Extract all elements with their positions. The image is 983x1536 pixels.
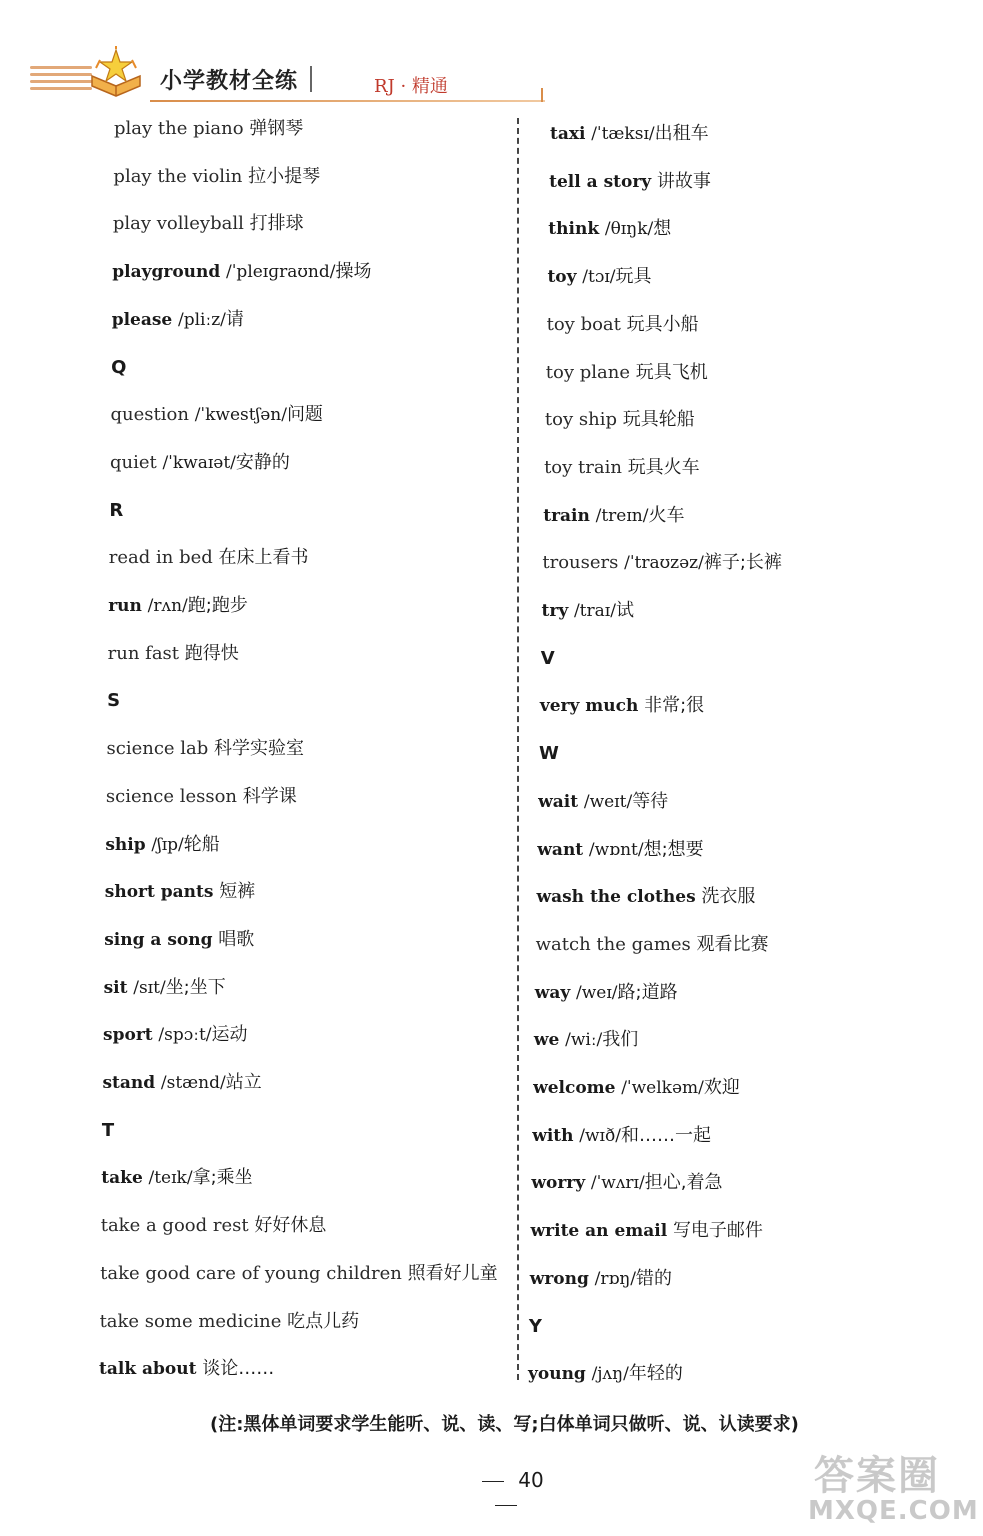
vocab-entry	[111, 404, 323, 426]
vocab-meaning: 打排球	[249, 213, 304, 235]
vocab-meaning: 试	[615, 600, 634, 621]
vocab-meaning: 照看好儿童	[407, 1262, 498, 1284]
vocab-meaning: 跑得快	[184, 642, 239, 664]
vocab-word: wrong	[529, 1268, 589, 1289]
vocab-meaning: 玩具小船	[626, 313, 699, 335]
vocab-entry	[540, 695, 704, 717]
vocab-entry	[542, 552, 782, 574]
section-letter: R	[109, 499, 124, 521]
page-number: 40	[518, 1468, 544, 1492]
vocab-word: play volleyball	[112, 213, 244, 235]
watermark-line1: 答案圈	[814, 1453, 940, 1499]
vocab-entry	[534, 1029, 638, 1051]
vocab-word: trousers	[542, 552, 619, 574]
vocab-meaning: 等待	[632, 790, 669, 812]
vocab-meaning: 弹钢琴	[249, 118, 304, 139]
vocab-entry	[543, 505, 684, 527]
vocab-meaning: 跑;跑步	[187, 595, 248, 616]
vocab-entry	[547, 266, 651, 288]
section-letter: Y	[528, 1315, 542, 1337]
vocab-phonetic: /ˈwelkəm/	[621, 1078, 704, 1098]
vocab-entry	[531, 1220, 763, 1242]
vocab-meaning: 和……一起	[620, 1124, 711, 1146]
vocab-meaning: 我们	[602, 1029, 639, 1051]
vocab-word: toy ship	[544, 409, 617, 431]
vocab-entry	[112, 261, 371, 283]
vocab-word: play the piano	[114, 118, 244, 139]
vocab-word: question	[110, 404, 189, 426]
vocab-word: with	[532, 1125, 574, 1146]
vocab-meaning: 裤子;长裤	[703, 552, 782, 574]
column-divider	[517, 118, 519, 1380]
vocab-meaning: 想	[653, 218, 672, 240]
vocab-meaning: 非常;很	[644, 695, 705, 717]
vocab-word: young	[528, 1364, 586, 1385]
vocab-meaning: 好好休息	[254, 1215, 327, 1237]
vocab-phonetic: /rʌn/	[147, 596, 188, 616]
vocab-phonetic: /teɪk/	[148, 1168, 193, 1189]
vocab-phonetic: /spɔːt/	[158, 1025, 212, 1046]
section-letter: V	[540, 647, 555, 669]
vocab-meaning: 观看比赛	[696, 933, 769, 955]
vocab-word: taxi	[550, 124, 586, 144]
vocab-meaning: 科学课	[242, 785, 297, 807]
vocab-word: ship	[105, 834, 146, 855]
section-letter: T	[101, 1119, 115, 1141]
vocab-entry	[548, 218, 671, 240]
vocab-word: take	[101, 1168, 143, 1189]
vocab-meaning: 吃点儿药	[287, 1310, 360, 1332]
vocab-entry	[530, 1268, 672, 1290]
vocab-word: toy	[547, 267, 577, 288]
watermark-line2: MXQE.COM	[808, 1496, 979, 1526]
vocab-entry	[113, 213, 304, 235]
vocab-meaning: 玩具火车	[627, 456, 700, 478]
vocab-meaning: 运动	[211, 1024, 248, 1046]
vocab-word: try	[541, 601, 569, 621]
vocab-phonetic: /ˈtraʊzəz/	[624, 553, 704, 574]
vocab-entry	[549, 171, 711, 193]
vocab-meaning: 拉小提琴	[248, 165, 321, 187]
vocab-entry	[108, 643, 239, 665]
vocab-entry	[537, 839, 703, 861]
vocab-phonetic: /treɪn/	[595, 505, 649, 526]
vocab-meaning: 想;想要	[643, 838, 704, 860]
vocab-phonetic: /ˈtæksɪ/	[591, 124, 655, 144]
book-star-logo-icon	[86, 46, 146, 102]
vocab-phonetic: /weɪt/	[583, 791, 633, 812]
header-stripes	[30, 66, 92, 94]
vocab-entry	[114, 118, 303, 140]
vocab-meaning: 出租车	[654, 123, 709, 144]
vocab-entry	[535, 982, 678, 1004]
vocab-entry	[101, 1215, 327, 1237]
vocab-meaning: 唱歌	[218, 928, 255, 950]
vocab-entry	[104, 929, 254, 951]
vocab-word: take a good rest	[100, 1215, 249, 1237]
page-header	[0, 0, 983, 110]
vocab-word: very much	[539, 696, 639, 717]
vocab-phonetic: /rɒŋ/	[594, 1268, 637, 1289]
vocab-word: sing a song	[104, 929, 213, 950]
vocab-entry	[101, 1167, 252, 1189]
vocab-phonetic: /wɒnt/	[588, 839, 644, 860]
vocab-phonetic: /tɔɪ/	[582, 267, 616, 288]
vocab-meaning: 玩具轮船	[622, 409, 695, 431]
vocab-word: write an email	[530, 1221, 668, 1242]
vocab-entry	[533, 1077, 740, 1099]
vocab-word: take good care of young children	[100, 1262, 402, 1284]
vocab-phonetic: /wɪð/	[579, 1125, 621, 1146]
vocab-entry	[107, 738, 305, 760]
vocab-meaning: 路;道路	[617, 981, 678, 1003]
vocab-entry	[109, 547, 309, 569]
vocab-meaning: 科学实验室	[214, 738, 305, 760]
vocab-meaning: 短裤	[219, 881, 256, 903]
vocab-entry	[110, 452, 290, 474]
vocab-meaning: 欢迎	[703, 1077, 740, 1098]
vocab-meaning: 年轻的	[628, 1363, 683, 1385]
vocab-phonetic: /jʌŋ/	[591, 1364, 629, 1385]
vocab-entry	[542, 600, 634, 622]
vocab-entry	[546, 362, 708, 384]
vocab-entry	[538, 791, 668, 813]
vocab-phonetic: /ˈwʌrɪ/	[590, 1173, 645, 1194]
vocab-word: playground	[112, 262, 221, 283]
vocab-meaning: 担心,着急	[644, 1172, 723, 1194]
vocab-word: read in bed	[108, 547, 213, 569]
vocab-entry	[106, 786, 297, 808]
vocab-phonetic: /sɪt/	[133, 977, 166, 998]
vocab-entry	[102, 1072, 261, 1094]
vocab-word: toy train	[544, 456, 622, 478]
vocab-phonetic: /ˈpleɪɡraʊnd/	[226, 262, 336, 283]
vocab-word: think	[548, 219, 600, 240]
vocab-phonetic: /stænd/	[160, 1073, 226, 1093]
vocab-word: sit	[103, 977, 128, 998]
vocab-word: run fast	[107, 642, 180, 664]
vocab-meaning: 火车	[648, 504, 685, 526]
vocab-meaning: 问题	[286, 404, 323, 426]
vocab-word: welcome	[533, 1078, 616, 1098]
vocab-entry	[532, 1125, 711, 1147]
vocab-meaning: 轮船	[183, 833, 220, 855]
vocab-phonetic: /pliːz/	[177, 309, 226, 330]
vocab-meaning: 错的	[636, 1267, 673, 1289]
vocab-entry	[528, 1363, 683, 1385]
vocab-entry	[99, 1358, 274, 1380]
vocab-meaning: 安静的	[235, 451, 290, 473]
edition-label: RJ · 精通	[374, 76, 448, 97]
vocab-entry	[531, 1172, 722, 1194]
vocab-meaning: 请	[225, 308, 244, 330]
vocab-entry	[105, 881, 255, 903]
vocab-meaning: 讲故事	[656, 170, 711, 192]
vocab-phonetic: /θɪŋk/	[604, 219, 654, 240]
vocab-word: wait	[538, 791, 579, 812]
vocab-meaning: 玩具飞机	[635, 361, 708, 383]
vocab-entry	[547, 314, 699, 336]
vocab-word: sport	[103, 1025, 153, 1046]
section-letter: S	[107, 690, 121, 712]
vocab-word: wash the clothes	[536, 887, 696, 908]
vocab-entry	[550, 123, 709, 145]
vocab-word: train	[543, 505, 590, 526]
vocab-entry	[100, 1311, 360, 1333]
vocab-entry	[112, 309, 244, 331]
vocab-phonetic: /weɪ/	[576, 982, 618, 1003]
vocab-meaning: 谈论……	[202, 1358, 275, 1380]
vocab-phonetic: /ʃɪp/	[151, 834, 184, 855]
vocab-entry	[113, 166, 320, 188]
vocab-entry	[108, 595, 248, 617]
vocab-word: take some medicine	[99, 1310, 282, 1332]
vocab-word: quiet	[109, 451, 157, 473]
vocab-entry	[544, 457, 700, 479]
vocab-meaning: 操场	[335, 261, 372, 283]
vocab-meaning: 站立	[225, 1072, 262, 1093]
vocab-word: talk about	[99, 1359, 197, 1380]
book-title: 小学教材全练	[160, 69, 299, 94]
vocab-meaning: 写电子邮件	[672, 1220, 763, 1242]
vocab-word: way	[534, 982, 571, 1003]
vocab-entry	[545, 409, 695, 431]
header-underline-tick	[541, 88, 543, 102]
section-letter: Q	[111, 356, 127, 378]
vocab-word: want	[537, 839, 584, 860]
vocab-word: watch the games	[535, 933, 691, 955]
vocab-meaning: 玩具	[615, 266, 652, 288]
vocab-word: toy boat	[546, 313, 621, 335]
vocab-word: play the violin	[113, 165, 243, 187]
vocab-phonetic: /ˈkwaɪət/	[162, 452, 236, 473]
vocab-entry	[104, 977, 226, 999]
vocab-entry	[105, 834, 219, 856]
vocab-word: worry	[531, 1173, 586, 1194]
vocab-word: science lesson	[105, 785, 238, 807]
header-underline	[150, 100, 545, 102]
vocab-meaning: 洗衣服	[701, 886, 756, 908]
vocab-word: toy plane	[545, 361, 630, 383]
vocab-word: we	[533, 1030, 560, 1051]
header-separator	[310, 66, 312, 92]
vocab-entry	[103, 1024, 248, 1046]
page-dash-right	[495, 1505, 517, 1506]
page-dash-left	[482, 1481, 504, 1482]
vocab-phonetic: /wiː/	[565, 1030, 603, 1051]
vocab-word: science lab	[106, 738, 209, 760]
vocab-word: please	[111, 309, 173, 330]
vocab-phonetic: /traɪ/	[573, 601, 616, 621]
vocab-entry	[100, 1263, 497, 1285]
footnote: (注:黑体单词要求学生能听、说、读、写;白体单词只做听、说、认读要求)	[210, 1414, 799, 1435]
vocab-entry	[536, 934, 769, 956]
vocab-word: stand	[102, 1073, 156, 1093]
vocab-meaning: 拿;乘坐	[192, 1167, 253, 1189]
vocab-word: short pants	[104, 882, 214, 903]
section-letter: W	[539, 743, 559, 765]
watermark	[806, 1440, 979, 1530]
vocab-word: run	[108, 596, 142, 616]
vocab-word: tell a story	[549, 171, 652, 192]
vocab-meaning: 坐;坐下	[165, 976, 226, 998]
vocab-phonetic: /ˈkwestʃən/	[194, 405, 287, 426]
vocab-meaning: 在床上看书	[218, 547, 309, 569]
page-number-block	[456, 1468, 556, 1516]
vocab-entry	[536, 886, 755, 908]
